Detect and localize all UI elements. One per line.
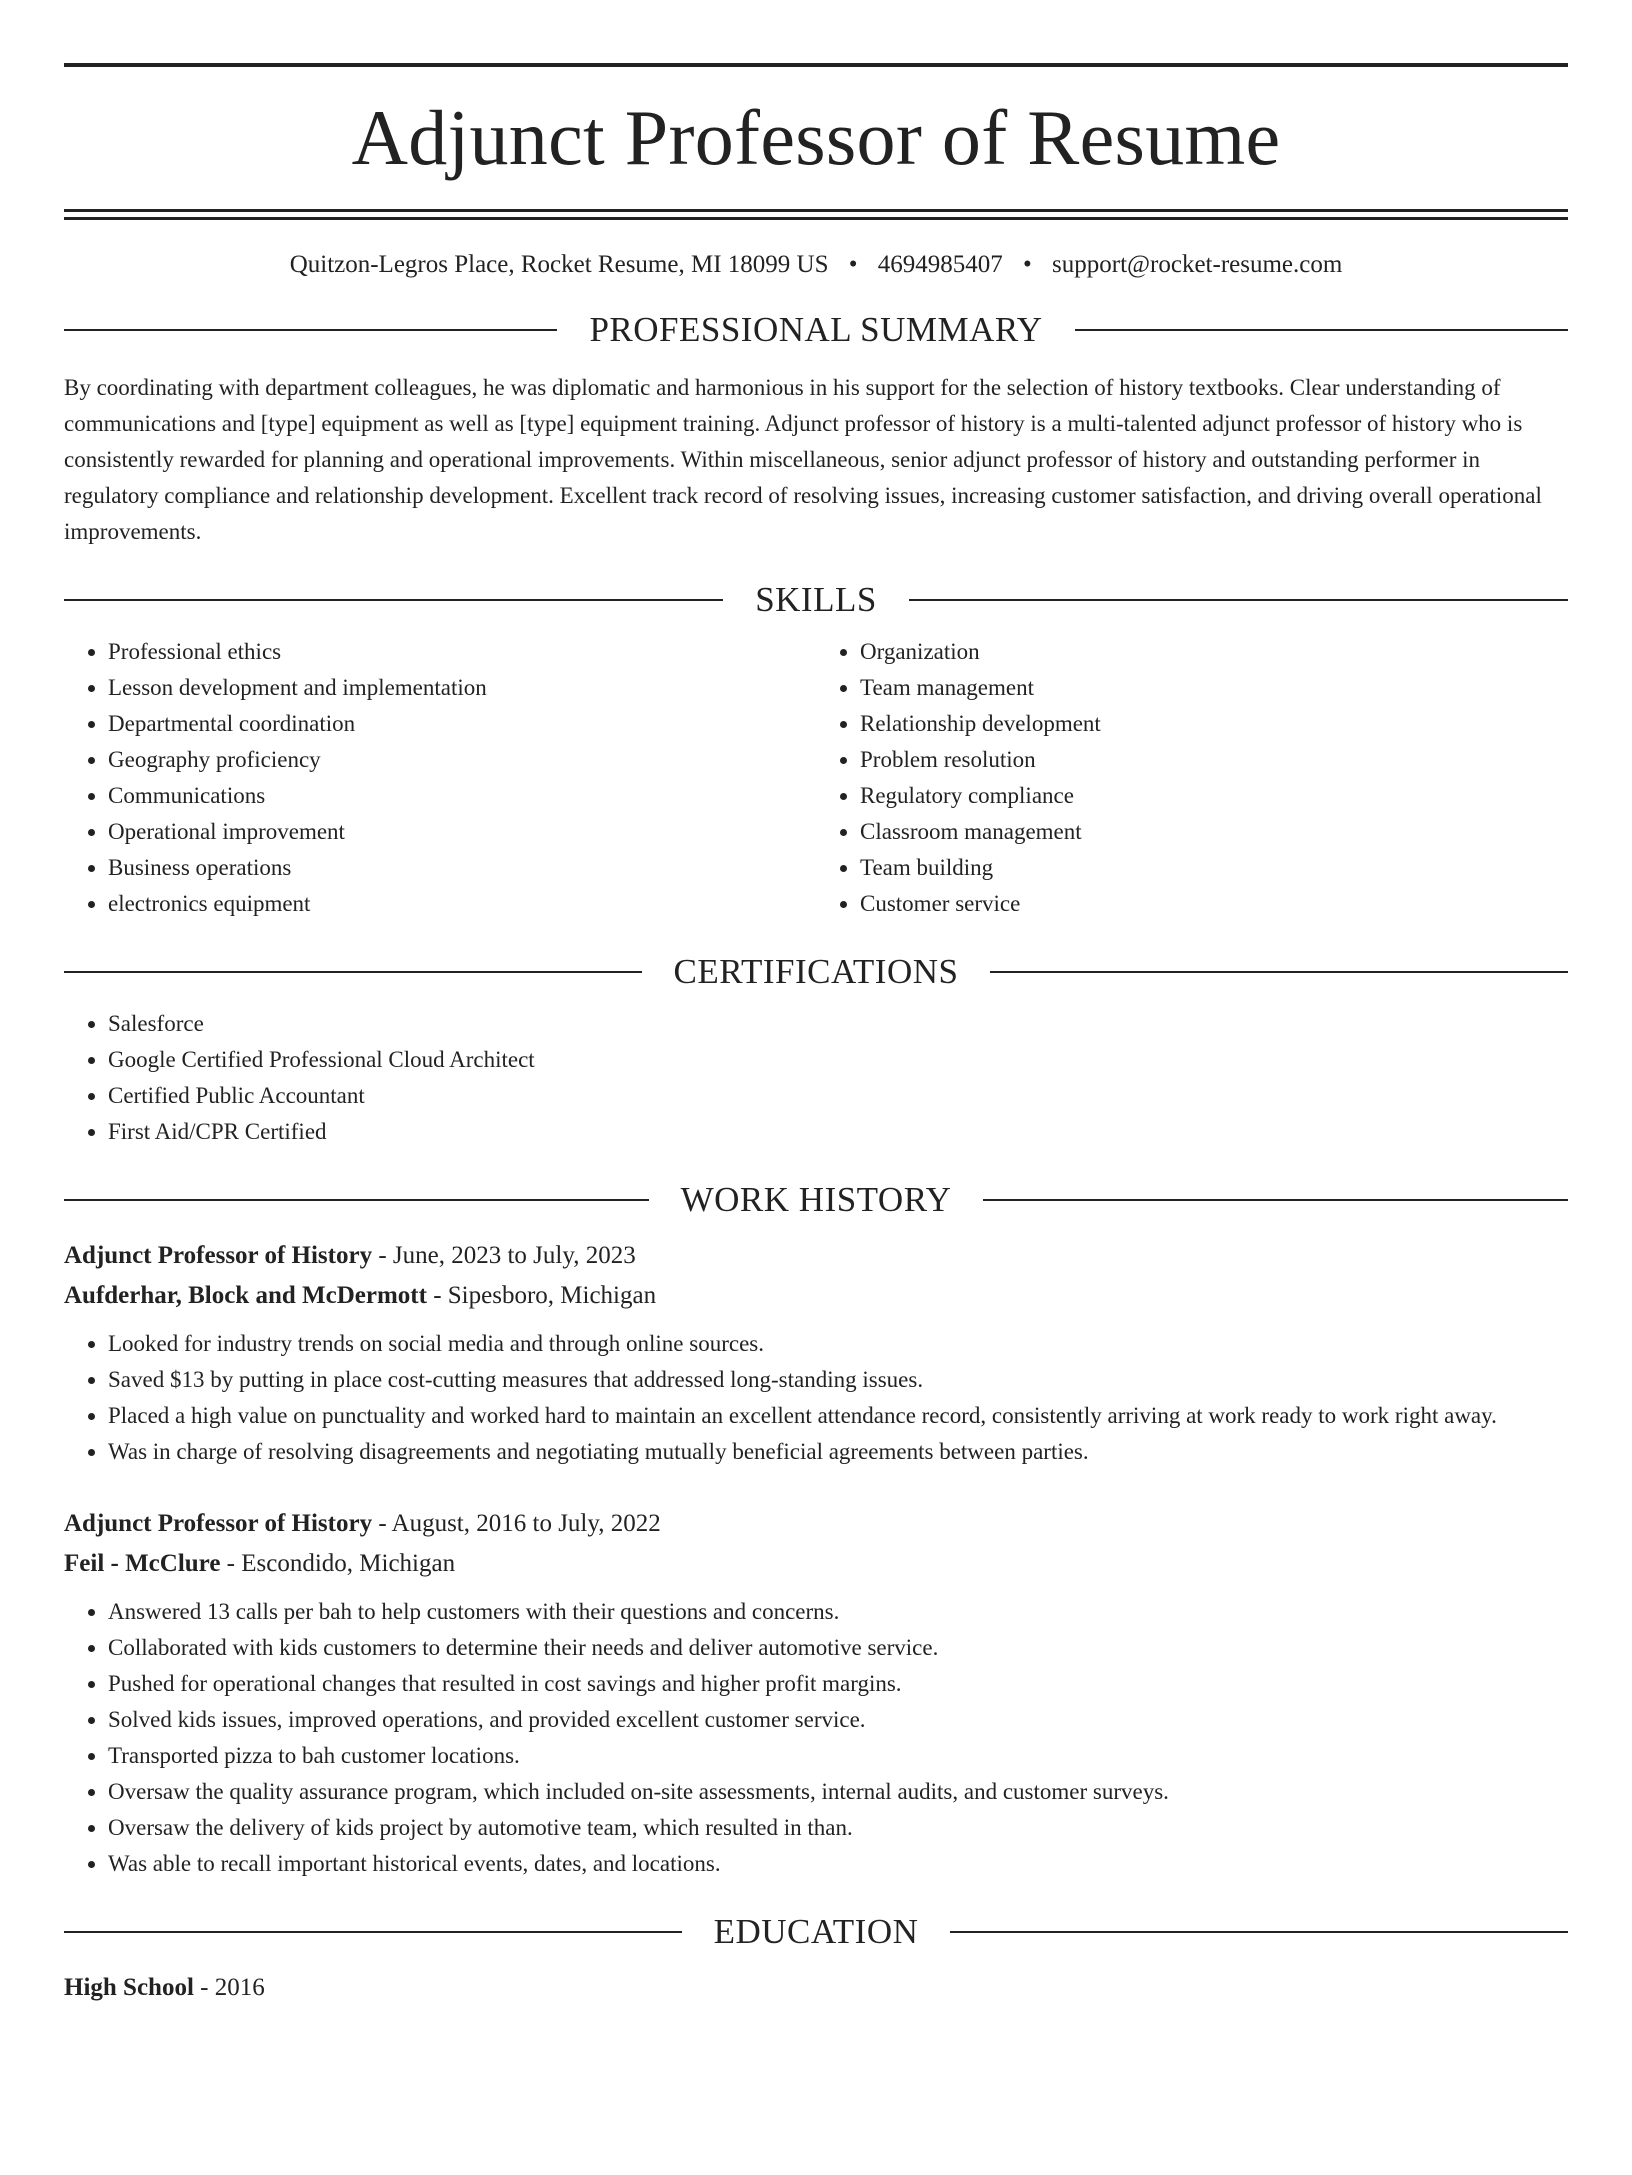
- divider-line: [64, 1199, 649, 1201]
- divider-line: [1075, 329, 1568, 331]
- certifications-heading: CERTIFICATIONS: [673, 952, 959, 991]
- divider-line: [64, 329, 557, 331]
- summary-section-heading: [64, 308, 1568, 352]
- job-bullets: [64, 1326, 1568, 1470]
- skill-item: • Organization: [860, 634, 1568, 670]
- divider-line: [64, 1931, 682, 1933]
- contact-separator: •: [848, 251, 858, 278]
- job-company-line: [64, 1276, 1568, 1316]
- education-school: High School: [64, 1974, 194, 2001]
- job-location: - Sipesboro, Michigan: [426, 1282, 657, 1309]
- skill-item: • Problem resolution: [860, 742, 1568, 778]
- job-dates: - June, 2023 to July, 2023: [372, 1242, 636, 1269]
- certifications-block: [64, 1006, 1568, 1150]
- skill-item: • Relationship development: [860, 706, 1568, 742]
- skill-item: • Customer service: [860, 886, 1568, 922]
- skill-item: • Operational improvement: [108, 814, 816, 850]
- job-bullet: • Placed a high value on punctuality and worked hard to maintain an excellent attendance record, consistently arriving at work ready to work right away.: [108, 1398, 1568, 1434]
- job-bullet: • Pushed for operational changes that resulted in cost savings and higher profit margins.: [108, 1666, 1568, 1702]
- job-bullet: • Collaborated with kids customers to determine their needs and deliver automotive service.: [108, 1630, 1568, 1666]
- resume-page: [0, 63, 1632, 2175]
- contact-separator: •: [1023, 251, 1032, 278]
- divider-line: [983, 1199, 1568, 1201]
- skill-item: • Business operations: [108, 850, 816, 886]
- job-bullets: [64, 1594, 1568, 1882]
- job-title-line: [64, 1504, 1568, 1544]
- job-bullet: • Solved kids issues, improved operations, and provided excellent customer service.: [108, 1702, 1568, 1738]
- job-title: Adjunct Professor of History: [64, 1242, 373, 1269]
- job-bullet: • Was in charge of resolving disagreements and negotiating mutually beneficial agreements between parties.: [108, 1434, 1568, 1470]
- certifications-list: [64, 1006, 1568, 1150]
- skills-heading: SKILLS: [755, 580, 877, 619]
- skill-item: • Communications: [108, 778, 816, 814]
- certification-item: • Google Certified Professional Cloud Architect: [108, 1042, 1568, 1078]
- work-section-heading: [64, 1178, 1568, 1222]
- job-title: Adjunct Professor of History: [64, 1510, 373, 1537]
- skills-column-left: [64, 634, 816, 922]
- top-rule: [64, 63, 1568, 67]
- job-location: - Escondido, Michigan: [220, 1550, 456, 1577]
- divider-line: [950, 1931, 1568, 1933]
- divider-line: [990, 971, 1568, 973]
- education-entry: [64, 1968, 1568, 2008]
- education-year: - 2016: [193, 1974, 265, 2001]
- summary-text: By coordinating with department colleagues, he was diplomatic and harmonious in his support for the selection of history textbooks. Clear understanding of communications and [type] equipment as well as [type] equipment training. Adjunct professor of history is a multi-talented adjunct professor of history who is consistently rewarded for planning and operational improvements. Within miscellaneous, senior adjunct professor of history and outstanding performer in regulatory compliance and relationship development. Excellent track record of resolving issues, increasing customer satisfaction, and driving overall operational improvements.: [64, 375, 1542, 544]
- job-company: Aufderhar, Block and McDermott: [64, 1282, 427, 1309]
- certification-item: • First Aid/CPR Certified: [108, 1114, 1568, 1150]
- contact-address: Quitzon-Legros Place, Rocket Resume, MI 18099 US: [289, 251, 829, 278]
- double-rule: [64, 209, 1568, 220]
- skills-list-right: [816, 634, 1568, 922]
- skill-item: • Team management: [860, 670, 1568, 706]
- job-company: Feil - McClure: [64, 1550, 221, 1577]
- job-company-line: [64, 1544, 1568, 1584]
- skills-column-right: [816, 634, 1568, 922]
- skill-item: • Lesson development and implementation: [108, 670, 816, 706]
- divider-line: [909, 599, 1568, 601]
- job-bullet: • Looked for industry trends on social media and through online sources.: [108, 1326, 1568, 1362]
- skills-section-heading: [64, 578, 1568, 622]
- skill-item: • Geography proficiency: [108, 742, 816, 778]
- contact-email: support@rocket-resume.com: [1052, 251, 1343, 278]
- education-heading: EDUCATION: [713, 1912, 919, 1951]
- contact-phone: 4694985407: [877, 251, 1003, 278]
- job-bullet: • Oversaw the quality assurance program, which included on-site assessments, internal audits, and customer surveys.: [108, 1774, 1568, 1810]
- skill-item: • Regulatory compliance: [860, 778, 1568, 814]
- job-dates: - August, 2016 to July, 2022: [372, 1510, 661, 1537]
- certification-item: • Salesforce: [108, 1006, 1568, 1042]
- job-bullet: • Answered 13 calls per bah to help customers with their questions and concerns.: [108, 1594, 1568, 1630]
- education-section-heading: [64, 1910, 1568, 1954]
- skill-item: • Departmental coordination: [108, 706, 816, 742]
- certifications-section-heading: [64, 950, 1568, 994]
- divider-line: [64, 599, 723, 601]
- job-bullet: • Oversaw the delivery of kids project by automotive team, which resulted in than.: [108, 1810, 1568, 1846]
- work-heading: WORK HISTORY: [680, 1180, 952, 1219]
- skill-item: • Team building: [860, 850, 1568, 886]
- contact-line: [64, 250, 1568, 280]
- skill-item: • electronics equipment: [108, 886, 816, 922]
- skills-list-left: [64, 634, 816, 922]
- summary-heading: PROFESSIONAL SUMMARY: [589, 310, 1043, 349]
- certification-item: • Certified Public Accountant: [108, 1078, 1568, 1114]
- job-bullet: • Saved $13 by putting in place cost-cutting measures that addressed long-standing issues.: [108, 1362, 1568, 1398]
- job-bullet: • Transported pizza to bah customer locations.: [108, 1738, 1568, 1774]
- resume-title: Adjunct Professor of Resume: [351, 94, 1281, 181]
- job-entry: [64, 1504, 1568, 1882]
- skill-item: • Classroom management: [860, 814, 1568, 850]
- divider-line: [64, 971, 642, 973]
- job-entry: [64, 1236, 1568, 1470]
- job-bullet: • Was able to recall important historical events, dates, and locations.: [108, 1846, 1568, 1882]
- skills-columns: [64, 634, 1568, 922]
- job-title-line: [64, 1236, 1568, 1276]
- skill-item: • Professional ethics: [108, 634, 816, 670]
